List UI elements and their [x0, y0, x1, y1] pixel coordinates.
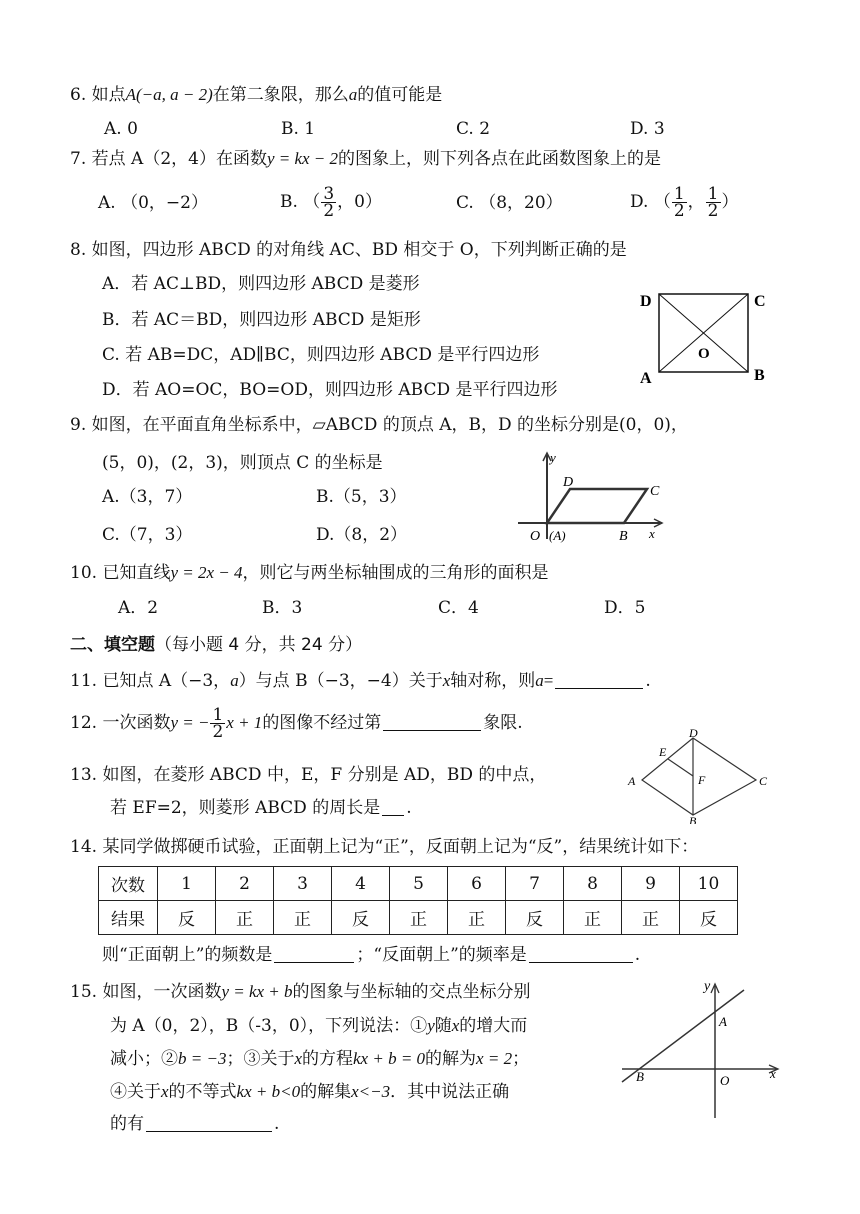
q15-l4-mid: 的不等式: [168, 1082, 237, 1102]
q15-l3-equation: kx + b = 0: [353, 1049, 426, 1068]
table-cell: 9: [622, 867, 680, 901]
q7-option-b-post: ，0）: [337, 192, 382, 212]
table-header-cell: 结果: [99, 901, 158, 935]
q7-option-b: [280, 182, 382, 222]
table-cell: 反: [506, 901, 564, 935]
table-cell: 10: [680, 867, 738, 901]
q13-segment-ef: [668, 759, 693, 776]
q8-option-d: D．若 AO=OC，BO=OD，则四边形 ABCD 是平行四边形: [102, 380, 558, 400]
q11-answer-blank[interactable]: [555, 671, 643, 689]
q15-l4-pre: ④关于: [110, 1082, 161, 1102]
table-header-cell: 次数: [99, 867, 158, 901]
q8-option-c: C. 若 AB=DC，AD∥BC，则四边形 ABCD 是平行四边形: [102, 345, 540, 365]
q9-label-c: C: [650, 484, 660, 499]
q14-stem: 14. 某同学做掷硬币试验，正面朝上记为“正”，反面朝上记为“反”，结果统计如下：: [70, 837, 699, 857]
q7-text-pre: 若点 A（2，4）在函数: [91, 149, 267, 169]
q13-figure: [620, 724, 770, 824]
q10-option-d: D．5: [604, 598, 646, 618]
q8-label-b: B: [754, 367, 765, 384]
q7-function: y = kx − 2: [266, 149, 339, 168]
q7-option-b-numerator: 3: [323, 184, 335, 204]
q8-option-a: A．若 AC⊥BD，则四边形 ABCD 是菱形: [102, 274, 420, 294]
q12-text-post: 象限.: [483, 713, 523, 733]
q12-text-mid: 的图像不经过第: [262, 713, 382, 733]
q15-label-a: A: [719, 1014, 727, 1029]
table-cell: 正: [448, 901, 506, 935]
q12-fraction: [210, 707, 225, 740]
table-cell: 2: [216, 867, 274, 901]
q8-label-o: O: [698, 346, 710, 362]
q7-option-b-denominator: 2: [323, 201, 335, 221]
q6-variable: a: [348, 85, 358, 104]
q7-option-b-fraction: [321, 186, 336, 219]
q14-tail-post: .: [634, 945, 641, 965]
table-cell: 7: [506, 867, 564, 901]
q9-stem-line2: (5，0)，(2，3)，则顶点 C 的坐标是: [102, 453, 383, 473]
q15-label-y: y: [704, 979, 711, 994]
q9-label-o: O: [530, 529, 541, 544]
q7-option-d-pre: D. （: [630, 192, 671, 212]
q7-option-d-post: ）: [721, 192, 739, 212]
table-cell: 反: [158, 901, 216, 935]
table-cell: 正: [564, 901, 622, 935]
q15-function: y = kx + b: [221, 982, 293, 1001]
q12-answer-blank[interactable]: [383, 713, 481, 731]
q12-numerator: 1: [212, 705, 224, 725]
q13-text-post: .: [406, 798, 412, 818]
q8-option-b: B．若 AC＝BD，则四边形 ABCD 是矩形: [102, 310, 421, 330]
q12-stem: [70, 701, 523, 745]
q15-l4-solution: x<−3: [351, 1082, 391, 1101]
q11-text-mid2: 轴对称，则: [450, 671, 536, 691]
q15-l4-x: x: [161, 1082, 169, 1101]
table-cell: 正: [390, 901, 448, 935]
q15-l1-post: 的图象与坐标轴的交点坐标分别: [292, 982, 531, 1002]
q9-stem-line1: 9. 如图，在平面直角坐标系中，▱ABCD 的顶点 A，B，D 的坐标分别是(0，0)，: [70, 415, 688, 435]
table-cell: 8: [564, 867, 622, 901]
q15-l3-pre: 减小；②: [110, 1049, 178, 1069]
q7-option-d-fraction-2: [706, 186, 721, 219]
q12-denominator: 2: [212, 722, 224, 742]
q11-text-mid: ）与点 B（−3，−4）关于: [238, 671, 443, 691]
q15-l2-y: y: [427, 1016, 435, 1035]
q8-figure: [630, 282, 780, 392]
q12-text-pre: 12. 一次函数: [70, 713, 171, 733]
q14-result-table: [98, 866, 738, 935]
q15-l2-x: x: [451, 1016, 460, 1035]
q11-variable: a: [230, 671, 239, 690]
q14-tail-mid: ；“反面朝上”的频率是: [356, 945, 527, 965]
q15-label-x: x: [770, 1066, 776, 1081]
q13-answer-blank[interactable]: [382, 798, 404, 816]
q15-figure: [612, 972, 792, 1122]
table-cell: 4: [332, 867, 390, 901]
q6-stem: [70, 84, 442, 106]
q8-label-d: D: [640, 293, 652, 310]
q10-number: 10.: [70, 563, 98, 583]
q10-line-equation: y = 2x − 4: [170, 563, 243, 582]
q11-equals: =: [543, 671, 554, 690]
q9-option-b: B.（5，3）: [316, 487, 407, 507]
q6-option-b: B. 1: [281, 119, 316, 139]
q8-label-c: C: [754, 293, 766, 310]
q13-label-e: E: [659, 745, 667, 759]
q9-label-d: D: [563, 475, 574, 490]
q15-l2-post: 的增大而: [459, 1016, 528, 1036]
q6-text-pre: 如点: [91, 85, 126, 105]
q8-stem: 8. 如图，四边形 ABCD 的对角线 AC、BD 相交于 O，下列判断正确的是: [70, 240, 627, 260]
q10-stem: [70, 562, 549, 584]
q14-tail-pre: 则“正面朝上”的频数是: [102, 945, 273, 965]
q13-label-f: F: [698, 773, 706, 787]
table-cell: 反: [680, 901, 738, 935]
table-cell: 3: [274, 867, 332, 901]
q6-option-d: D. 3: [630, 119, 665, 139]
table-row: [99, 867, 738, 901]
q15-label-o: O: [720, 1073, 730, 1088]
table-cell: 正: [622, 901, 680, 935]
table-cell: 正: [274, 901, 332, 935]
q12-function-pre: y = −: [170, 713, 210, 732]
q15-l2-pre: 为 A（0，2），B（-3，0），下列说法：①: [110, 1016, 428, 1036]
q14-tail: [102, 944, 640, 966]
q10-option-c: C．4: [438, 598, 479, 618]
q15-l4-mid2: 的解集: [300, 1082, 352, 1102]
section-2-heading: [70, 634, 362, 656]
table-cell: 1: [158, 867, 216, 901]
q14-rate-blank[interactable]: [529, 945, 633, 963]
q15-l2-mid: 随: [434, 1016, 452, 1036]
q11-variable-2: a: [535, 671, 544, 690]
q7-option-d-denominator-2: 2: [707, 201, 719, 221]
q15-l4-post: ．其中说法正确: [390, 1082, 510, 1102]
q13-label-c: C: [759, 774, 768, 788]
table-cell: 正: [216, 901, 274, 935]
q6-text-mid: 在第二象限，那么: [212, 85, 349, 105]
q15-l3-x: x: [294, 1049, 302, 1068]
q6-option-c: C. 2: [456, 119, 491, 139]
q7-option-c: C. （8，20）: [456, 193, 563, 213]
q6-number: 6.: [70, 85, 87, 105]
q13-label-b: B: [689, 814, 697, 824]
q7-option-d-numerator-2: 1: [707, 184, 719, 204]
q14-frequency-blank[interactable]: [274, 945, 354, 963]
section-2-note: （每小题 4 分，共 24 分）: [155, 635, 363, 655]
q9-option-a: A.（3，7）: [102, 487, 193, 507]
q7-option-b-pre: B. （: [280, 192, 321, 212]
q7-option-d-separator: ，: [687, 192, 705, 212]
q10-text-pre: 已知直线: [102, 563, 171, 583]
q13-stem-line2: [110, 797, 412, 819]
q15-line1: [70, 981, 531, 1003]
q9-label-a: (A): [549, 528, 566, 543]
table-cell: 反: [332, 901, 390, 935]
q9-option-d: D.（8，2）: [316, 525, 408, 545]
q15-l5-post: .: [274, 1114, 280, 1134]
q7-option-a: A. （0，−2）: [98, 193, 208, 213]
q11-stem: [70, 670, 651, 692]
q9-option-c: C.（7，3）: [102, 525, 193, 545]
q6-point-expression: A(−a, a − 2): [125, 85, 213, 104]
section-2-title: 二、填空题: [70, 635, 155, 655]
q15-label-b: B: [636, 1069, 644, 1084]
q15-line3: [110, 1048, 529, 1070]
q15-l3-post: ；: [512, 1049, 530, 1069]
q11-axis: x: [442, 671, 451, 690]
q15-line2: [110, 1015, 527, 1037]
q7-option-d: [630, 182, 739, 222]
q13-label-d: D: [689, 726, 698, 740]
q6-option-a: A. 0: [104, 119, 138, 139]
table-cell: 5: [390, 867, 448, 901]
q13-stem-line1: 13. 如图，在菱形 ABCD 中，E，F 分别是 AD，BD 的中点，: [70, 765, 547, 785]
q9-label-b: B: [619, 529, 628, 544]
q6-text-post: 的值可能是: [357, 85, 443, 105]
q7-option-d-denominator-1: 2: [673, 201, 685, 221]
table-row: [99, 901, 738, 935]
q11-text-post: .: [645, 671, 651, 691]
q15-l3-mid2: 的方程: [302, 1049, 353, 1069]
q13-text-pre: 若 EF=2，则菱形 ABCD 的周长是: [110, 798, 381, 818]
q15-line4: [110, 1081, 509, 1103]
q10-option-a: A．2: [118, 598, 159, 618]
q7-option-d-fraction-1: [672, 186, 687, 219]
q7-option-d-numerator-1: 1: [673, 184, 685, 204]
q15-l4-inequality: kx + b<0: [236, 1082, 301, 1101]
q15-l3-mid3: 的解为: [425, 1049, 477, 1069]
q11-text-pre: 11. 已知点 A（−3，: [70, 671, 231, 691]
q7-number: 7.: [70, 149, 87, 169]
q9-label-y: y: [550, 450, 556, 465]
q9-parallelogram: [547, 489, 647, 523]
table-cell: 6: [448, 867, 506, 901]
q15-l3-mid: ；③关于: [226, 1049, 295, 1069]
q13-label-a: A: [628, 774, 636, 788]
q10-option-b: B．3: [262, 598, 303, 618]
q10-text-post: ，则它与两坐标轴围成的三角形的面积是: [242, 563, 549, 583]
q12-function-post: x + 1: [226, 713, 263, 732]
q15-l3-solution: x = 2: [476, 1049, 513, 1068]
q15-l3-b: b = −3: [178, 1049, 227, 1068]
q15-l1-pre: 15. 如图，一次函数: [70, 982, 222, 1002]
q9-label-x: x: [649, 526, 655, 541]
q15-l5-pre: 的有: [110, 1114, 144, 1134]
q8-label-a: A: [640, 370, 652, 387]
q15-answer-blank[interactable]: [146, 1114, 272, 1132]
q7-text-post: 的图象上，则下列各点在此函数图象上的是: [338, 149, 662, 169]
q15-line5: [110, 1113, 279, 1135]
q7-stem: [70, 148, 661, 170]
q9-figure: [512, 447, 672, 547]
